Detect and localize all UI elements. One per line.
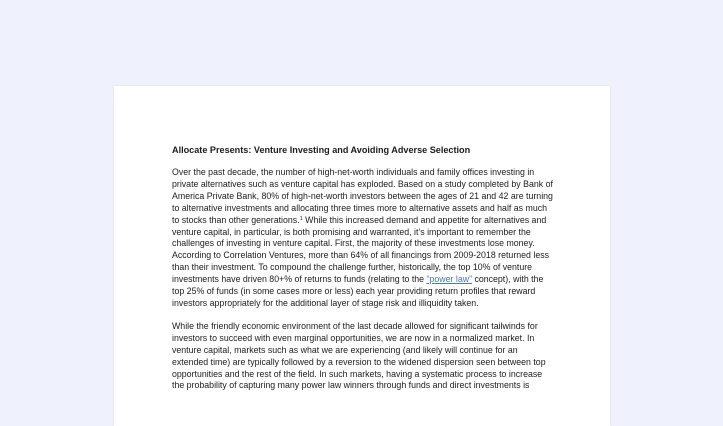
paragraph-1-text-a: Over the past decade, the number of high-net-worth individuals and family offices investing in private alternatives such as venture capital has exploded. Based on a study completed by Bank of America Private Bank, 80% of high-net-worth investors between the ages of 21 and 42 are turning to alternative investments and allocating three times more to alternative assets and half as much to stocks than other generations. — [172, 167, 553, 225]
paragraph-2: While the friendly economic environment of the last decade allowed for significant tailwinds for investors to succeed with even marginal opportunities, we are now in a normalized market. In venture capital, markets such as what we are experiencing (and likely will continue for an extended time) are typically followed by a reversion to the widened dispersion seen between top opportunities and the rest of the field. In such markets, having a systematic process to increase the probability of capturing many power law winners through funds and direct investments is — [172, 320, 546, 391]
footnote-marker[interactable]: 1 — [299, 215, 303, 222]
power-law-link[interactable]: “power law” — [426, 274, 472, 285]
paragraph-1 — [172, 167, 554, 310]
paragraph-1-text-b: While this increased demand and appetite for alternatives and venture capital, in particular, is both promising and warranted, it’s important to remember the challenges of investing in venture capital. First, the majority of these investments lose money. According to Correlation Ventures, more than 64% of all financings from 2009-2018 returned less than their investment. To compound the challenge further, historically, the top 10% of venture investments have driven 80+% of returns to funds (relating to the — [172, 214, 550, 285]
document-page — [114, 86, 610, 426]
paragraph-1-text-c: concept), with the top 25% of funds (in some cases more or less) each year providing return profiles that reward investors appropriately for the additional layer of stage risk and illiquidity taken. — [172, 274, 544, 308]
document-title: Allocate Presents: Venture Investing and Avoiding Adverse Selection — [172, 145, 471, 155]
document-body — [172, 144, 554, 403]
